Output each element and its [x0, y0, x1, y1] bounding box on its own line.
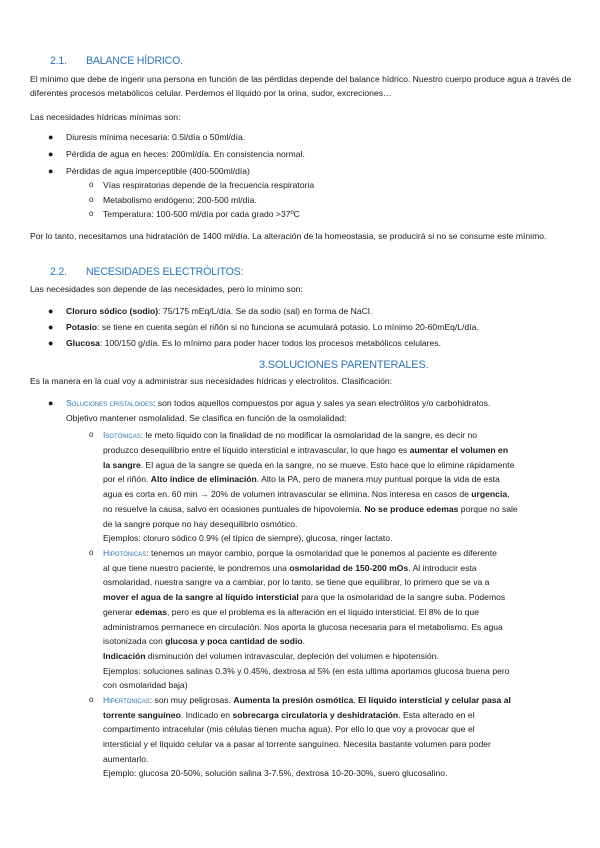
hypertonic-label: Hipertónicas — [103, 695, 150, 705]
hypotonic-line-2 — [103, 561, 477, 575]
crystalloid-line-2: Objetivo mantener osmolalidad. Se clasifica en función de la osmolalidad: — [66, 413, 347, 423]
section-heading-2-1 — [50, 54, 183, 68]
hypertonic-line-2 — [103, 708, 475, 722]
bullet-item: Pérdida de agua en heces: 200ml/día. En consistencia normal. — [66, 149, 305, 159]
hypotonic-line-7 — [103, 634, 305, 648]
hypotonic-line-6: administramos permanece en circulación. Nos aporta la glucosa necesaria para el metabolismo. Es agua — [103, 622, 503, 632]
isotonic-line-5 — [103, 487, 510, 501]
section-number: 2.2. — [50, 266, 67, 278]
paragraph-balance-intro: El mínimo que debe de ingerir una persona en función de las pérdidas depende del balance hídrico. Nuestro cuerpo produce agua a través de diferentes procesos metabólicos celular. Perdemos el líquido por la orina, sudor, excreciones… — [30, 74, 572, 99]
text-span: . Indicado en — [180, 710, 233, 720]
circle-bullet-icon: o — [89, 195, 94, 204]
section-title: BALANCE HÍDRICO. — [86, 55, 183, 67]
hypertonic-examples: Ejemplo: glucosa 20-50%, solución salina 3-7.5%, dextrosa 10-20-30%, suero glucosalino. — [103, 768, 448, 778]
text-span: por el riñón. — [103, 474, 151, 484]
hypertonic-line-1 — [103, 693, 511, 707]
text-span: . Alto la PA, pero de manera muy puntual porque la vida de esta — [256, 474, 500, 484]
bullet-icon: ● — [48, 398, 54, 408]
paragraph-hydration-total: Por lo tanto, necesitamos una hidratación de 1400 ml/día. La alteración de la homeostasia, se producirá si no se consume este mínimo. — [30, 231, 547, 241]
hypotonic-line-1 — [103, 546, 497, 560]
hypotonic-examples-1: Ejemplos: soluciones salinas 0.3% y 0.45%, dextrosa al 5% (en esta ultima aportamos glucosa buena pero — [103, 666, 510, 676]
sub-bullet-item: Vías respiratorias depende de la frecuencia respiratoria — [103, 180, 315, 190]
bullet-item-sodium — [66, 304, 372, 318]
text-span: , — [507, 489, 510, 499]
sub-bullet-item: Temperatura: 100-500 ml/día por cada grado >37ºC — [103, 209, 300, 219]
isotonic-line-6 — [103, 502, 518, 516]
bold-span: la sangre — [103, 460, 141, 470]
isotonic-line-4 — [103, 472, 500, 486]
hypotonic-examples-2: con osmolaridad baja) — [103, 680, 188, 690]
text-span: para que la osmolaridad de la sangre suba. Podemos — [298, 592, 506, 602]
paragraph-parenteral-intro: Es la manera en la cual voy a administrar sus necesidades hídricas y electrolitos. Clasificación: — [30, 376, 393, 386]
bullet-item: Diuresis mínima necesaria: 0.5l/día o 50ml/día. — [66, 132, 246, 142]
bullet-item-potassium — [66, 320, 479, 334]
text-span: : son muy peligrosas. — [149, 695, 234, 705]
bullet-item: Pérdidas de agua imperceptible (400-500ml/día) — [66, 166, 250, 176]
section-title: SOLUCIONES PARENTERALES. — [267, 359, 429, 371]
hypotonic-label: Hipotónicas — [103, 548, 147, 558]
hypotonic-line-4 — [103, 590, 505, 604]
bullet-icon: ● — [48, 322, 54, 332]
section-number: 2.1. — [50, 55, 67, 67]
section-number: 3. — [259, 359, 268, 371]
hypotonic-line-5 — [103, 605, 479, 619]
bold-span: glucosa y poca cantidad de sodio — [165, 636, 303, 646]
hypertonic-line-5: aumentarlo. — [103, 754, 149, 764]
bullet-item-glucose — [66, 336, 441, 350]
circle-bullet-icon: o — [89, 209, 94, 218]
circle-bullet-icon: o — [89, 548, 94, 557]
bold-span: No se produce edemas — [364, 504, 459, 514]
bullet-icon: ● — [48, 132, 54, 142]
hypertonic-line-3: compartimento intracelular (mis células tienen mucha agua). Por ello lo que voy a provocar que el — [103, 724, 475, 734]
bold-span: Alto índice de eliminación — [150, 474, 257, 484]
text-span: no resuelve la causa, salvo en ocasiones puntuales de hipovolemia. — [103, 504, 365, 514]
bold-span: mover el agua de la sangre al líquido intersticial — [103, 592, 299, 602]
definition: : 100/150 g/día. Es lo mínimo para poder hacer todos los procesos metabólicos celulares. — [99, 338, 441, 348]
term: Cloruro sódico (sodio) — [66, 306, 159, 316]
section-title: NECESIDADES ELECTRÓLITOS: — [86, 266, 244, 278]
section-heading-3 — [259, 358, 428, 372]
definition: : 75/175 mEq/L/día. Se da sodio (sal) en forma de NaCl. — [158, 306, 373, 316]
text-span: porque no sale — [458, 504, 518, 514]
circle-bullet-icon: o — [89, 180, 94, 189]
text-span: , pero es que el problema es la alteración en el líquido intersticial. El 8% de lo que — [167, 607, 479, 617]
circle-bullet-icon: o — [89, 695, 94, 704]
hypertonic-line-4: intersticial y el líquido celular va a pasar al torrente sanguíneo. Necesita bastante volumen para poder — [103, 739, 491, 749]
isotonic-examples: Ejemplos: cloruro sódico 0.9% (el típico de siempre), glucosa, ringer lactato. — [103, 533, 393, 543]
isotonic-line-7: de la sangre porque no hay desequilibrio osmótico. — [103, 519, 298, 529]
bold-span: torrente sanguíneo — [103, 710, 181, 720]
bold-span: Indicación — [103, 651, 146, 661]
bullet-icon: ● — [48, 166, 54, 176]
text-span: al que tiene nuestro paciente, le pondremos una — [103, 563, 290, 573]
bullet-icon: ● — [48, 149, 54, 159]
crystalloid-label: Soluciones cristaloides — [66, 398, 154, 408]
isotonic-line-3 — [103, 458, 514, 472]
text-span: . — [353, 695, 359, 705]
text-span: . Al introducir esta — [408, 563, 477, 573]
text-span: . Esta alterado en el — [398, 710, 475, 720]
text-span: : son todos aquellos compuestos por agua y sales ya sean electrólitos y/o carbohidratos. — [153, 398, 491, 408]
text-span: disminución del volumen intravascular, depleción del volumen e hipotensión. — [145, 651, 439, 661]
paragraph-needs-intro: Las necesidades hídricas mínimas son: — [30, 112, 181, 122]
bold-span: El líquido intersticial y celular pasa al — [358, 695, 511, 705]
bold-span: urgencia — [471, 489, 508, 499]
circle-bullet-icon: o — [89, 430, 94, 439]
text-span: : tenemos un mayor cambio, porque la osmolaridad que le ponemos al paciente es diferente — [146, 548, 497, 558]
hypotonic-line-3: osmolaridad, nuestra sangre va a cambiar, por lo tanto, se tiene que equilibrar, lo primero que se va a — [103, 577, 490, 587]
section-heading-2-2 — [50, 265, 243, 279]
bold-span: edemas — [135, 607, 168, 617]
text-span: agua es corta en. 60 min → 20% de volumen intravascular se elimina. Nos interesa en casos de — [103, 489, 472, 499]
term: Glucosa — [66, 338, 100, 348]
text-span: . — [302, 636, 306, 646]
bold-span: osmolaridad de 150-200 mOs — [289, 563, 409, 573]
bold-span: aumentar el volumen en — [409, 445, 509, 455]
bold-span: Aumenta la presión osmótica — [233, 695, 354, 705]
definition: : se tiene en cuenta según el riñón si no funciona se acumulará potasio. Lo mínimo 20-60mEq/L/día. — [97, 322, 479, 332]
isotonic-line-2 — [103, 443, 508, 457]
bold-span: sobrecarga circulatoria y deshidratación — [232, 710, 399, 720]
text-span: generar — [103, 607, 136, 617]
hypotonic-indication — [103, 649, 439, 663]
text-span: produzco desequilibrio entre el líquido intersticial e intravascular, lo que hago es — [103, 445, 410, 455]
paragraph-electrolytes-intro: Las necesidades son depende de las necesidades, pero lo mínimo son: — [30, 284, 303, 294]
text-span: . El agua de la sangre se queda en la sangre, no se mueve. Esto hace que lo elimine rápidamente — [140, 460, 515, 470]
isotonic-line-1 — [103, 428, 477, 442]
sub-bullet-item: Metabolismo endógeno; 200-500 ml/día. — [103, 195, 257, 205]
term: Potasio — [66, 322, 98, 332]
crystalloid-line-1 — [66, 396, 490, 410]
bullet-icon: ● — [48, 338, 54, 348]
bullet-icon: ● — [48, 306, 54, 316]
text-span: : le meto líquido con la finalidad de no modificar la osmolaridad de la sangre, es decir no — [140, 430, 478, 440]
text-span: isotonizada con — [103, 636, 166, 646]
isotonic-label: Isotónicas — [103, 430, 141, 440]
